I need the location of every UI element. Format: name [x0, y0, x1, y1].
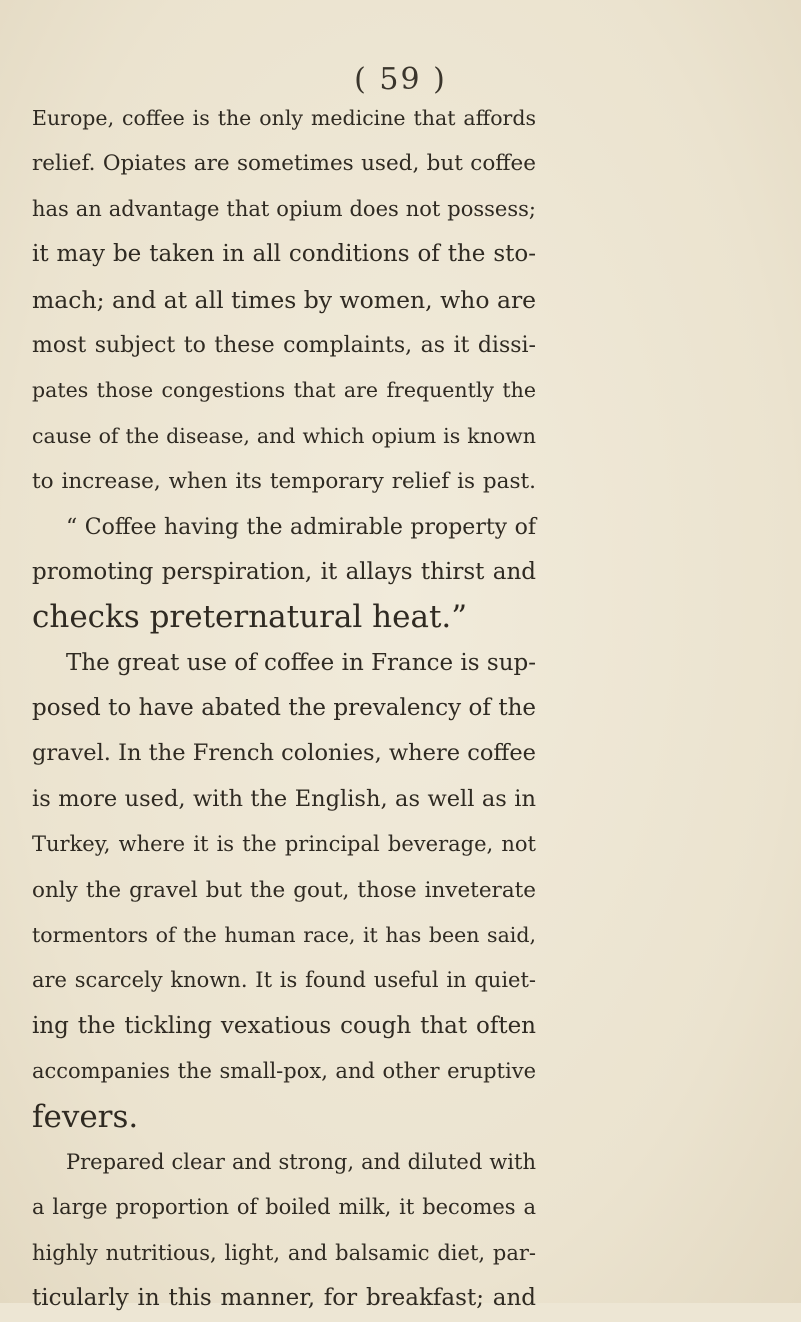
text-line: gravel. In the French colonies, where coffee [32, 740, 536, 767]
text-line: ticularly in this manner, for breakfast; and [32, 1285, 536, 1312]
text-line: it may be taken in all conditions of the sto- [32, 241, 536, 268]
text-line: cause of the disease, and which opium is known [32, 423, 536, 448]
text-line: highly nutritious, light, and balsamic diet, par- [32, 1240, 536, 1265]
text-line: is more used, with the English, as well as in [32, 785, 536, 812]
text-line: ing the tickling vexatious cough that often [32, 1012, 536, 1039]
text-line: “ Coffee having the admirable property of [66, 514, 536, 540]
text-line: Prepared clear and strong, and diluted with [66, 1149, 536, 1174]
text-line: has an advantage that opium does not possess; [32, 196, 536, 221]
text-line: most subject to these complaints, as it dissi- [32, 332, 536, 358]
text-line: fevers. [32, 1098, 139, 1135]
text-line: Europe, coffee is the only medicine that affords [32, 106, 536, 130]
body-text [32, 96, 536, 1322]
page-number: ( 59 ) [354, 62, 447, 97]
text-line: promoting perspiration, it allays thirst and [32, 558, 536, 585]
text-line: Turkey, where it is the principal beverage, not [32, 832, 536, 857]
text-line: The great use of coffee in France is sup- [66, 649, 536, 676]
text-line: checks preternatural heat.” [32, 599, 468, 636]
text-line: mach; and at all times by women, who are [32, 285, 537, 314]
text-line: posed to have abated the prevalency of the [32, 695, 536, 722]
text-line: accompanies the small-pox, and other eruptive [32, 1059, 536, 1084]
text-line: are scarcely known. It is found useful in quiet- [32, 968, 536, 993]
text-line: pates those congestions that are frequently the [32, 378, 536, 403]
text-line: only the gravel but the gout, those inveterate [32, 877, 536, 903]
text-line: a large proportion of boiled milk, it becomes a [32, 1195, 536, 1220]
text-line: to increase, when its temporary relief is past. [32, 469, 536, 495]
text-line: relief. Opiates are sometimes used, but coffee [32, 151, 536, 177]
text-line: tormentors of the human race, it has been said, [32, 923, 536, 948]
